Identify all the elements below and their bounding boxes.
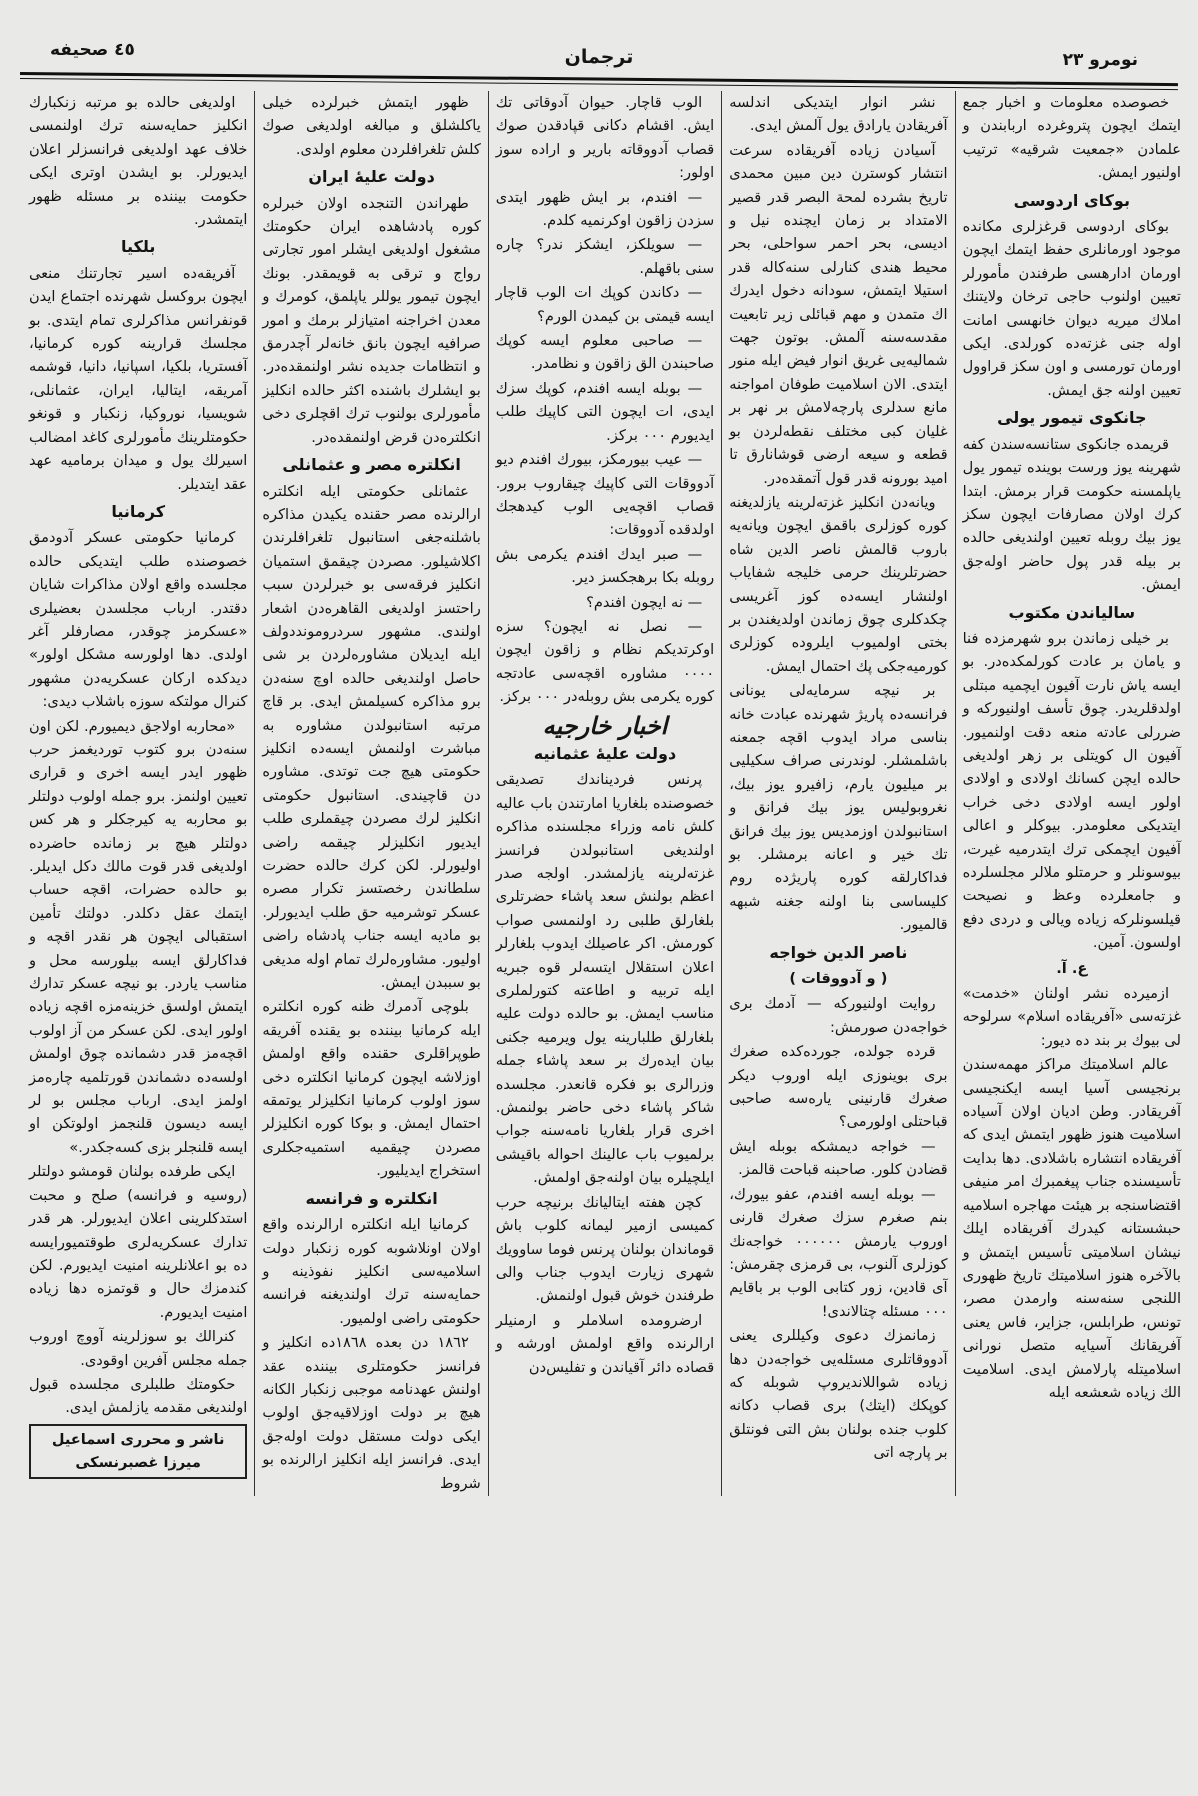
signature: ع. آ. xyxy=(1056,959,1088,977)
column-2 xyxy=(721,91,954,1496)
paragraph: اولدیغی حالده بو مرتبه زنكبارك انكلیز حمایه‌سنه ترك اولنمسی خلاف عهد اولدیغی فرانسزلر اعلان ایدیورلر. بو ایشدن اوتری ایكی حكومت بیننده بر مسئله ظهور ایتمشدر. xyxy=(28,94,248,229)
section-heading: سالیاندن مكتوب xyxy=(1008,602,1136,622)
paragraph: ١٨٦٢ دن بعده ١٨٦٨ده انكلیز و فرانسز حكومتلری بیننده عقد اولنش عهدنامه موجبی زنكبار الكانه هیچ بر دولت اوزلاقیه‌جق اولوب ایكی دولت مستقل دولت اوله‌جق ایدی. فرانسز ایله انكلیز ارالرنده بو شروط xyxy=(262,1334,481,1492)
paragraph: آسیادن زیاده آفریقاده سرعت انتشار كوسترن دین مبین محمدی تاریخ بشرده لمحة البصر قدر قصیر الامتداد بر زمان ایچنده نیل و ادیسی، بحر احمر سواحلی، بحر محیط هندی كنارلی سنه‌كاله قدر استیلا ایتمش، سودانه دخول ایدرك اك متمدن و مهم قبائلی زیر تابعیت مقدسه‌سنه آلمش. بوتون جهت شمالیه‌یی غریق انوار فیض ایله منور ایتدی. الان اسلامیت طوفان امواجنه مانع سدلری پارچه‌لامش بر نهر بر غلیان كبی مختلف نقطه‌لردن بو قطعه و سیعه ارضی قوشانارق تا امید بورونه قدر قول آتمقده‌در. xyxy=(729,141,948,487)
paragraph: زمانمزك دعوی وكیللری یعنی آدووقاتلری مسئله‌یی خواجه‌دن دها زیاده شواللاندیروپ شوبله كه كوپكك (ایتك) بری قصاب دكانه كلوب جنده بولنان بش التی فونتلق بر پارچه اتی xyxy=(729,1327,948,1462)
paragraph: ازمیرده نشر اولنان «خدمت» غزته‌سی «آفریقاده اسلام» سرلوحه لی بیوك بر بند ده دیور: xyxy=(962,985,1181,1049)
newspaper-title: ترجمان xyxy=(564,46,634,68)
section-heading: ناصر الدین خواجه xyxy=(769,942,908,962)
paragraph: پرنس فردیناندك تصدیقی خصوصنده بلغاریا امارتندن باب عالیه كلش نامه وزراء مجلسنده مذاكره اولندیغی استانبولدن فرانسز غزته‌لرینه یازلمشدر. اولجه صدر اعظم بولنش سعد پاشاء حضرتلری بلغارلق طلبی رد اولنمسی صواب كورمش. اكر عاصیلك ایدوب بلغارلر اعلان استقلال ایتسه‌لر قوه جبریه ایله تربیه و اطاعته كتورلملری مناسب ایمش. بو حالده دولت علیه بلغارلق طلبارینه یول ویرمیه جكنی بیان ایده‌رك بر سعد پاشاء جمله وزرالری بو فكره قانعدر. مجلسده شاكر پاشاء دخی حاضر بولنمش. اخری قرار بلغاریا نامه‌سنه جواب برلمیوب باب عالینك احواله باقیشی ایلچیلره بیان اولنه‌جق اولمش. xyxy=(495,771,715,1187)
masthead-rule xyxy=(20,72,1178,90)
paragraph: بوكای اردوسی قرغزلری مكانده موجود اورمانلری حفظ ایتمك ایچون اورمان ادارهسی طرفندن مأمورلر تعیین اولنوب حاجی ترخان ولایتنك املاك میریه دیوان خانهسی امانت اوله جنی غزته‌ده كورلدی. ایكی اورمان تورمسی و اون سكز قراوول تعیین اولنه جق ایمش. xyxy=(962,218,1181,399)
section-heading: دولت علیهٔ عثمانیه xyxy=(533,743,677,763)
paragraph: قرده جولده، جورده‌كده صغرك بری بوینوزی ایله اوروب دیكر صغرك قارنینی یاره‌سه صاحبی قباحتلی اولورمی؟ xyxy=(729,1043,948,1131)
paragraph: كچن هفته ایتالیانك برنیچه حرب كمیسی ازمیر لیمانه كلوب باش قوماندان بولنان پرنس فوما ساوویك شهری زیارت ایدوب جناب والی طرفندن خوش قبول اولنمش. xyxy=(495,1193,715,1305)
paragraph: — دكاندن كوپك ات الوب قاچار ایسه قیمتی بن كیمدن الورم؟ xyxy=(495,284,715,325)
paragraph: — عیب بیورمكز، بیورك افندم دیو آدووقات التی كاپیك چیقاروب برور. قصاب اقچه‌یی الوب كیدهجك اولدقده آدووقات: xyxy=(495,451,715,539)
paragraph: عثمانلی حكومتی ایله انكلتره ارالرنده مصر حقنده یكیدن مذاكره باشلنه‌جغی استانبول تلغرافلرندن اكلاشیلور. مصردن چیقمق استمیان انكلیز فرقه‌سی بو خبرلردن سبب راحتسز اولدیغی القاهره‌دن اشعار اولندی. مشهور سردرومونددولف ایله ایدیلان مشاوره‌لردن بر شی حاصل اولندیغی حالده اوچ سنه‌دن برو مذاكره كسیلمش ایدی. بر قاچ مرتبه استانبولدن مشاوره به مباشرت اولنمش ایسه‌ده انكلیز حكومتی هیچ جت توتدی. مشاوره دن قاچیندی. استانبول حكومتی انكلیز لرك مصردن چیقملری طلب ایدیور انكلیزلر چیقمه راضی اولیورلر. لكن كرك حالده حضرت سلطاندن رخصتسز تكرار مصره عسكر توشرمیه حق طلب ایدیورلر. بو مادیه ایسه جناب پادشاه راضی اولیور. مشاوره‌لرك تمام اوله مدیغی بو سببدن ایمش. xyxy=(262,482,481,992)
paragraph: — نه ایچون افندم؟ xyxy=(586,593,703,611)
paragraph: كرمانیا ایله انكلتره ارالرنده واقع اولان اونلاشوبه كوره زنكبار دولت اسلامیه‌سی انكلیز نفوذینه و حمایه‌سنه ترك اولندیغنه فرانسه حكومتی راضی اولمیور. xyxy=(262,1216,481,1327)
paragraph: آفریقه‌ده اسیر تجارتنك منعی ایچون بروكسل شهرنده اجتماع ایدن قونفرانس مذاكرلری تمام ایتدی. بو مجلسك قرارینه كوره كرمانیا، آفستریا، بلكیا، اسپانیا، دانیا، قوشمه آمریقه، ایتالیا، ایران، عثمانلی، شویسیا، نوروكیا، زنكبار و قونغو حكومتلرینك مأمورلری كاغد امضالب اسیرلك یول و میدان برمامیه عهد عقد ایتدیلر. xyxy=(28,264,248,493)
section-heading: كرمانیا xyxy=(111,501,166,521)
paragraph: الوب قاچار. حیوان آدوقاتی تك ایش. اقشام دكانی قپادقدن صوك قصاب آدووقاته باریر و اراده سوز اولور: xyxy=(495,94,715,182)
issue-number: نومرو ٢٣ xyxy=(1062,50,1138,70)
paragraph: نشر انوار ایتدیكی اندلسه آفریقادن یارادق یول آلمش ایدی. xyxy=(729,94,948,135)
paragraph: عالم اسلامیتك مراكز مهمه‌سندن برنجیسی آسیا ایسه ایكنجیسی آفریقادر. وطن ادیان اولان آسیاده اسلامیت هنوز ظهور ایتمش ایدی كه آفریقاده انتشاره باشلادی. دها بدایت تأسیسنده جناب پیغمبرك امر منیفی اقتضاسنجه بر هیئت مهاجره اسلامیه حبشستانه كیدرك آفریقاده ایلك نیشان اسلامیتی تأسیس ایتمش و بالآخره هنوز اسلامیتك تاریخ ظهوری اللنجی سنه‌سنه وارمدن مصر، تونس، طرابلس، جزایر، فاس یعنی آفریقانك آسیایه متصل نورانی اسلامیتله پارلامش ایدی. اسلامیت الك زیاده شعشعه ایله xyxy=(962,1056,1181,1401)
column-5 xyxy=(22,91,254,1496)
paragraph: — بوبله ایسه افندم، كوپك سزك ایدی، ات ایچون التی كاپیك طلب ایدیورم ٠٠٠ بركز. xyxy=(495,379,715,444)
section-heading: جانكوی تیمور یولی xyxy=(997,408,1147,428)
section-title: اخبار خارجیه xyxy=(542,711,668,740)
paragraph: — افندم، بر ایش ظهور ایتدی سزدن زاقون اوكرنمیه كلدم. xyxy=(495,188,715,230)
paragraph: روایت اولنیوركه — آدمك بری خواجه‌دن صورمش: xyxy=(729,995,948,1036)
paragraph: ویانه‌دن انكلیز غزته‌لرینه یازلدیغنه كوره كوزلری باقمق ایچون ویانه‌یه باروب قالمش ناصر الدین شاه حضرتلرینك حرمی خلیجه شفایاب اولنشار ایسه‌ده كوز آغریسی چكدكلری چوق زماندن اولدیغندن بر بختی اولمیوب ایلروده كوزلری كورمیه‌جكی پك احتمال ایمش. xyxy=(729,493,948,675)
paragraph: حكومتك طلبلری مجلسده قبول اولندیغی مقدمه یازلمش ایدی. xyxy=(28,1375,248,1417)
paragraph: — بوبله ایسه افندم، عفو بیورك، بنم صغرم سزك صغرك قارنی اوروب یارمش ٠٠٠٠٠٠ خواجه‌نك كوزلری آلنوب، بی قرمزی چقرمش: آی قادین، زور كتابی الوب بر باقایم ٠٠٠ مسئله چتالاندی! xyxy=(729,1185,948,1320)
paragraph: بر نیچه سرمایه‌لی یونانی فرانسه‌ده پاریژ شهرنده عبادت خانه بناسی مراد ایدوب اقچه جمعنه باشلمشلر. لوندرنی صراف سكیلیی بر میلیون یارم، زافیرو یوز بیك، نغروبولیس یوز بیك فرانق و استانبولدن اوزمدیس یوز بیك فرانق تك خیر و اعانه برمشلر. بو فداكارلقه كوره پاریژده روم كلیساسی بنا اولنه جغنه شبهه قالمیور. xyxy=(729,682,948,934)
paragraph: قریمده جانكوی ستانسه‌سندن كفه شهرینه یوز ورست بوینده تیمور یول یاپلمسنه حكومت قرار برمش. ابتدا كرك اولان مصارفات ایچون سكز یوز بیك روبله تعیین اولندیغی حالده بر بیله قدر پول حاضر اوله‌جق ایمش. xyxy=(962,435,1181,594)
column-1 xyxy=(955,91,1188,1496)
paragraph: — نصل نه ایچون؟ سزه اوكرتدیكم نظام و زاقون ایچون ٠٠٠٠ مشاوره اقچه‌سی عادتجه كوره یكرمی بش روبله‌در ٠٠٠ بركز. xyxy=(495,617,715,706)
paragraph: خصوصده معلومات و اخبار جمع ایتمك ایچون پتروغرده اربابندن و علمادن «جمعیت شرقیه» ترتیب اولنیور ایمش. xyxy=(962,94,1181,182)
paragraph: — صاحبی معلوم ایسه كوپك صاحبندن الق زاقون و نظامدر. xyxy=(495,332,715,373)
paragraph: كرمانیا حكومتی عسكر آدودمق خصوصنده طلب ایتدیكی حالده مجلسده واقع اولان مذاكرات شایان دقتدر. ارباب مجلسدن بعضیلری «عسكرمز چوقدر، مصارفلر آغر اولدی. دها اولورسه مشكل اولور» دیدكده اركان عسكریه‌دن مشهور كنرال مولتكه سوزه باشلاب دیدی: xyxy=(28,529,248,711)
section-heading: بلكیا xyxy=(120,237,156,257)
paragraph: — سویلكز، ایشكز ندر؟ چاره سنی باقهلم. xyxy=(495,236,715,277)
section-heading: بوكای اردوسی xyxy=(1013,190,1130,210)
paragraph: ظهور ایتمش خبرلرده خیلی یاكلشلق و مبالغه اولدیغی صوك كلش تلغرافلردن معلوم اولدی. xyxy=(262,94,481,158)
masthead xyxy=(20,0,1178,72)
paragraph: بر خیلی زماندن برو شهرمزده فنا و یامان بر عادت كورلمكده‌در. بو ایسه یاش نارت آفیون ایچمیه مبتلی اولدقلریدر. چوق تأسف اولنیوركه و ضررلی عادته منعه دقت اولنمیور. آفیون ال كویتلی بر زهر اولدیغی حالده ایچن كسانك اولادی و اولادی اولور ایسه اولادی دخی خراب ایتدیكی معلومدر. بیوكلر و اعالی آفیون ایچمكی ترك ایتدرمیه غیرت، بیوسونلر و حرمتلو ملالر مجلسلرده و جامعلرده وعظ و نصیحت قیلسونلركه زیاده ویالی و دردی دفع اولسون. آمین. xyxy=(962,629,1181,952)
section-heading: دولت علیهٔ ایران xyxy=(308,167,435,187)
columns xyxy=(22,91,1188,1496)
publisher-line: ناشر و محرری اسماعیل میرزا غصبرنسكی xyxy=(29,1424,247,1479)
paragraph: ارضرومده اسلاملر و ارمنیلر ارالرنده واقع اولمش اورشه و قصاده دائر آقیاندن و تفلیس‌دن xyxy=(495,1311,715,1376)
signature: ( و آدووقات ) xyxy=(789,970,888,988)
section-heading: انكلتره و فرانسه xyxy=(305,1188,438,1208)
paragraph: «محاربه اولاجق دیمیورم. لكن اون سنه‌دن برو كتوب توردیغمز حرب ظهور ایدر ایسه اخری و قراری تعیین اولنمز. برو جمله اولوب دولتلر بو محاربه یه كیرجكلر و هر كس دولتلر هیچ بر زمانده حاضرده اولدیغی قدر قوت مالك دكل ایدیلر. بو حالده حضرات، اقچه حساب ایتمك عقل دكلدر. دولتك تأمین استقبالی ایچون هر نقدر اقچه و فداكارلق ایسه بیلورسه محل و مناسب یاردر. بو نیچه عسكر تدارك ایتمش اولسق خزینه‌مزه اقچه زیاده اولور ایدی. لكن عسكر من آز اولوب اقچه‌مز قدر دشمانده چوق اولمش اولسه‌ده دشماندن قورتلمیه چاره‌مز اولمز ایدی. ارباب مجلس بو لر ایسه دیسون قلنجمز اولوتكن او ایسه قلنجلر بزی كسه‌جكدر.» xyxy=(28,717,248,1156)
paragraph: — خواجه دیمشكه بوبله ایش قضادن كلور. صاحبنه قباحت قالمز. xyxy=(729,1137,948,1179)
column-3 xyxy=(488,91,721,1496)
page-number: ٤٥ صحيفه xyxy=(50,40,135,60)
paragraph: بلوچی آدمرك ظنه كوره انكلتره ایله كرمانیا بیننده بو یقنده آفریقه طوپراقلری حقنده واقع اولمش اوزلاشه ایچون كرمانیا انكلتره دخی سوز اولوب كرمانیا انكلیزلر یوتمقه احتمال ایمش. و بوكا كوره انكلیزلر مصردن چیقمیه استمیه‌جكلری استخراج ایدیلیور. xyxy=(262,998,481,1180)
section-heading: انكلتره مصر و عثمانلی xyxy=(282,455,461,475)
paragraph: كنرالك بو سوزلرینه آووچ اوروب جمله مجلس آفرین اوقودی. xyxy=(28,1328,248,1369)
column-4 xyxy=(254,91,487,1496)
paragraph: ایكی طرفده بولنان قومشو دولتلر (روسیه و فرانسه) صلح و محبت استدكلرینی اعلان ایدیورلر. هر قدر تدارك عسكریه‌لری طوقتمیورایسه ده بو اعلانلرینه امنیت ایدیورم. لكن كندمزك حال و قوتمزه دها زیاده امنیت ایدیورم. xyxy=(28,1163,248,1321)
paragraph: — صبر ایدك افندم یكرمی بش روبله بكا برهجكسز دیر. xyxy=(495,545,715,587)
paragraph: طهراندن التنجده اولان خبرلره كوره پادشاهده ایران حكومتك مشغول اولدیغی ایشلر امور تجارتی رواج و ترقی به قویمقدر. بونك ایچون تیمور یوللر یاپلمق، كومرك و معدن اخراجنه امتیازلر برمك و امور صرافیه ایچون بانق خانه‌لر آچدرمق و انتظامات جدیده نشر اولنمقده‌در. بو ایشلرك باشنده اكثر حالده انكلیز مأمورلری بولنوب ترك اقچلری دخی انكلتره‌دن قرض اولنمقده‌در. xyxy=(262,194,481,446)
